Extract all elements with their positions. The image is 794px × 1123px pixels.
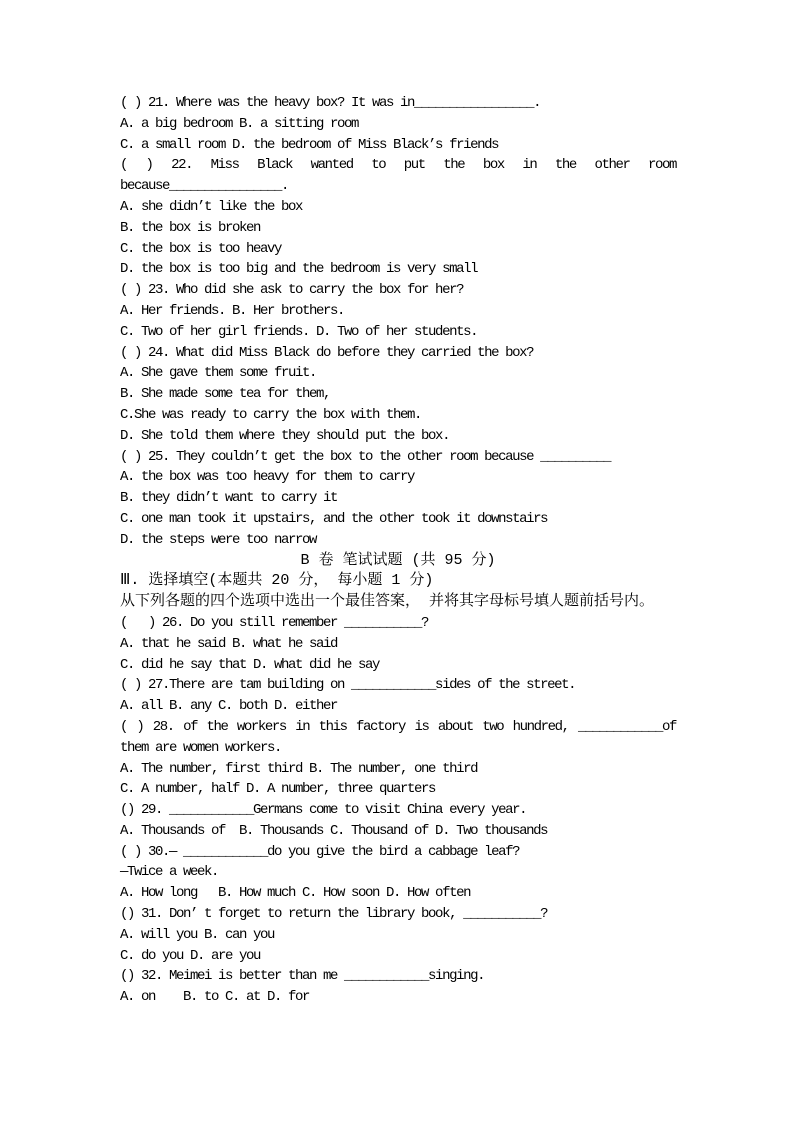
text-line: C. a small room D. the bedroom of Miss Black’s friends — [120, 136, 499, 153]
text-line: A. on B. to C. at D. for — [120, 989, 310, 1006]
text-line: B. She made some tea for them, — [120, 386, 331, 403]
text-line: ( ) 28. of the workers in this factory is about two hundred, ____________of — [120, 718, 676, 735]
text-line: D. the box is too big and the bedroom is very small — [120, 261, 478, 278]
text-line: A. a big bedroom B. a sitting room — [120, 115, 359, 132]
text-line: () 32. Meimei is better than me ____________singing. — [120, 968, 485, 985]
text-line: C. do you D. are you — [120, 947, 261, 964]
text-line: C. the box is too heavy — [120, 240, 282, 257]
text-line: B. the box is broken — [120, 219, 261, 236]
text-line: C. one man took it upstairs, and the other took it downstairs — [120, 510, 548, 527]
text-line: 从下列各题的四个选项中选出一个最佳答案， 并将其字母标号填人题前括号内。 — [120, 593, 655, 611]
document-body — [120, 93, 676, 1008]
text-line: A. Thousands of B. Thousands C. Thousand of D. Two thousands — [120, 822, 548, 839]
text-line: A. she didn’t like the box — [120, 198, 303, 215]
text-line: D. She told them where they should put the box. — [120, 427, 450, 444]
text-line: because________________. — [120, 178, 289, 195]
text-line: ( ) 30.— ____________do you give the bird a cabbage leaf? — [120, 843, 520, 860]
text-line: ( ) 26. Do you still remember ___________? — [120, 614, 429, 631]
text-line: ( ) 23. Who did she ask to carry the box for her? — [120, 282, 464, 299]
text-line: ( ) 27.There are tam building on ____________sides of the street. — [120, 677, 576, 694]
text-line: () 31. Don’ t forget to return the library book, ___________? — [120, 906, 548, 923]
text-line: Ⅲ. 选择填空(本题共 20 分， 每小题 1 分) — [120, 572, 434, 590]
text-line: C. did he say that D. what did he say — [120, 656, 380, 673]
text-line: A. will you B. can you — [120, 926, 275, 943]
text-line: C. Two of her girl friends. D. Two of her students. — [120, 323, 478, 340]
text-line: B. they didn’t want to carry it — [120, 490, 338, 507]
text-line: D. the steps were too narrow — [120, 531, 317, 548]
text-line: them are women workers. — [120, 739, 282, 756]
text-line: B 卷 笔试试题 (共 95 分) — [300, 551, 496, 569]
text-line: A. How long B. How much C. How soon D. How often — [120, 885, 471, 902]
text-line: ( ) 21. Where was the heavy box? It was in_________________. — [120, 95, 541, 111]
text-line: A. Her friends. B. Her brothers. — [120, 302, 345, 319]
text-line: A. She gave them some fruit. — [120, 365, 317, 382]
text-line: C. A number, half D. A number, three quarters — [120, 781, 436, 798]
text-line: ( ) 24. What did Miss Black do before they carried the box? — [120, 344, 534, 361]
text-line: A. that he said B. what he said — [120, 635, 338, 652]
text-line: C.She was ready to carry the box with them. — [120, 406, 422, 423]
text-line: () 29. ____________Germans come to visit China every year. — [120, 802, 527, 819]
text-line: A. The number, first third B. The number, one third — [120, 760, 478, 777]
text-line: ( ) 22. Miss Black wanted to put the box in the other room — [120, 157, 676, 174]
text-line: A. all B. any C. both D. either — [120, 698, 338, 715]
text-line: ( ) 25. They couldn’t get the box to the other room because __________ — [120, 448, 611, 465]
text-line: —Twice a week. — [120, 864, 219, 881]
text-line: A. the box was too heavy for them to carry — [120, 469, 415, 486]
